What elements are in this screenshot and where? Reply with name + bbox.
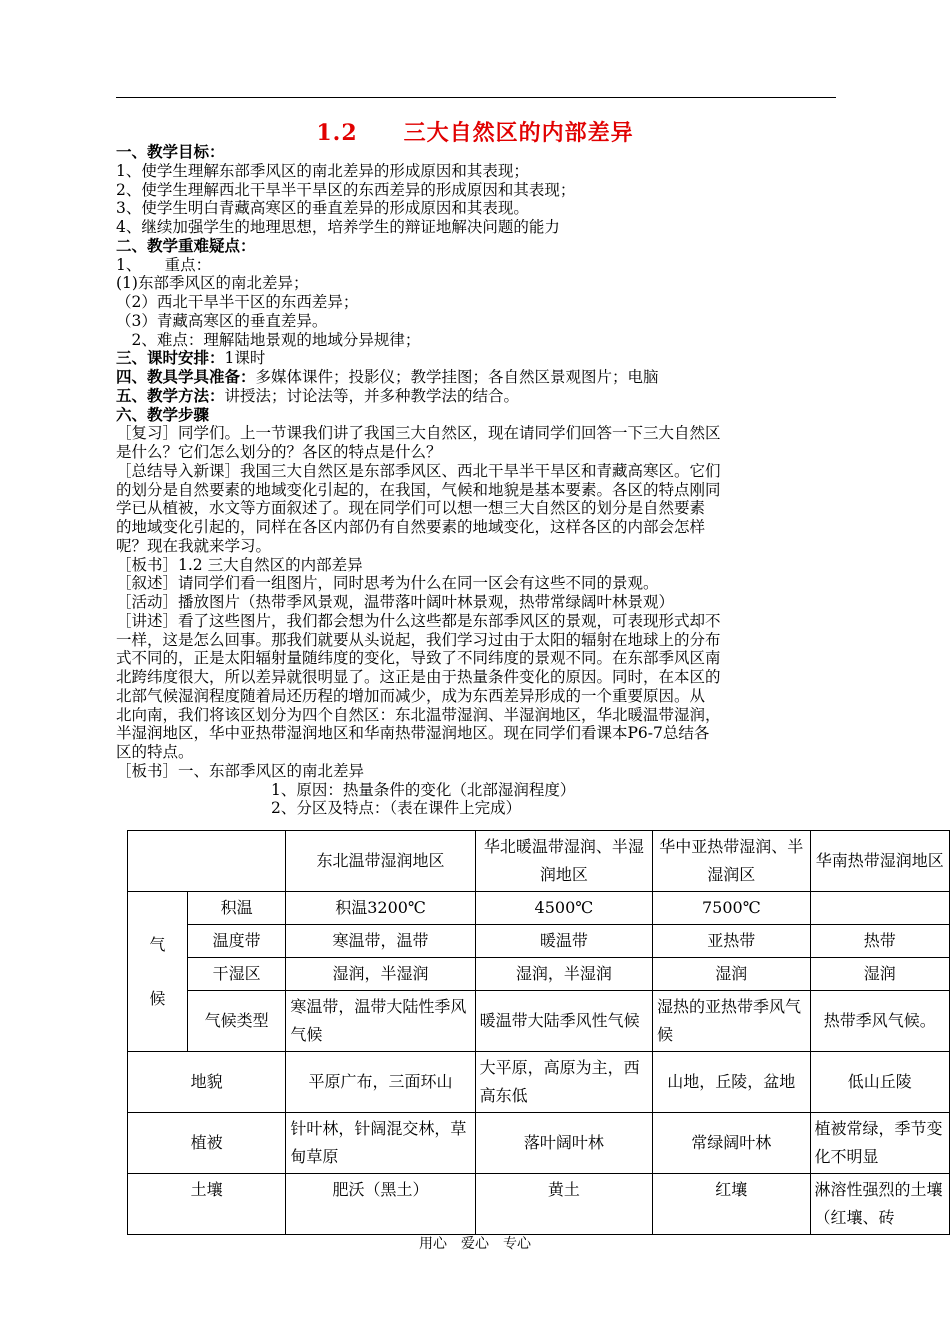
table-cell: 热带 xyxy=(810,925,949,958)
text-line xyxy=(116,706,840,725)
line-text: 是什么？它们怎么划分的？各区的特点是什么？ xyxy=(116,443,442,461)
text-line xyxy=(116,668,840,687)
text-line xyxy=(116,256,840,275)
table-cell: 山地，丘陵，盆地 xyxy=(653,1052,810,1113)
line-text: 2、使学生理解西北干旱半干旱区的东西差异的形成原因和其表现； xyxy=(116,180,576,199)
region-table xyxy=(127,830,950,1235)
column-header: 华中亚热带湿润、半湿润区 xyxy=(653,831,810,892)
table-cell: 湿润，半湿润 xyxy=(286,958,475,991)
line-text: 讲授法；讨论法等，并多种教学法的结合。 xyxy=(224,386,520,405)
text-line xyxy=(116,349,840,368)
line-text: （2）西北干旱半干区的东西差异； xyxy=(116,293,359,311)
page-title: 1.2 三大自然区的内部差异 xyxy=(316,120,634,146)
text-line xyxy=(116,799,840,818)
table-cell: 湿润 xyxy=(810,958,949,991)
section-heading: 四、教具学具准备： xyxy=(116,367,256,386)
text-line xyxy=(116,462,840,481)
table-cell: 积温3200℃ xyxy=(286,892,475,925)
line-text: 多媒体课件；投影仪；教学挂图；各自然区景观图片；电脑 xyxy=(255,368,659,386)
climate-label-char: 候 xyxy=(149,988,166,1008)
text-line xyxy=(116,518,840,537)
header-rule xyxy=(116,97,836,98)
section-heading: 三、课时安排： xyxy=(116,348,225,368)
row-label: 地貌 xyxy=(128,1052,286,1113)
table-cell: 肥沃（黑土） xyxy=(286,1174,475,1235)
text-line xyxy=(116,237,840,256)
column-header: 东北温带湿润地区 xyxy=(286,831,475,892)
line-text: 北向南，我们将该区划分为四个自然区：东北温带湿润、半湿润地区，华北暖温带湿润， xyxy=(116,705,721,724)
line-text: （3）青藏高寒区的垂直差异。 xyxy=(116,311,328,330)
text-line xyxy=(116,443,840,462)
table-cell: 热带季风气候。 xyxy=(810,991,949,1052)
text-line xyxy=(116,312,840,331)
line-text: 2、难点：理解陆地景观的地域分异规律； xyxy=(116,330,421,349)
table-cell: 黄土 xyxy=(475,1174,652,1235)
table-cell: 湿润，半湿润 xyxy=(475,958,652,991)
line-text: ［讲述］看了这些图片，我们都会想为什么这些都是东部季风区的景观，可表现形式却不 xyxy=(116,611,721,630)
table-cell: 7500℃ xyxy=(653,892,810,925)
text-line xyxy=(116,218,840,237)
table-cell: 寒温带，温带 xyxy=(286,925,475,958)
text-line xyxy=(116,293,840,312)
row-label: 土壤 xyxy=(128,1174,286,1235)
text-line xyxy=(116,181,840,200)
table-cell: 湿热的亚热带季风气候 xyxy=(653,991,810,1052)
table-cell: 针叶林，针阔混交林，草甸草原 xyxy=(286,1113,475,1174)
line-text: 北部气候湿润程度随着局还历程的增加而减少，成为东西差异形成的一个重要原因。从 xyxy=(116,686,706,705)
text-line xyxy=(116,162,840,181)
line-text: 半湿润地区，华中亚热带湿润地区和华南热带湿润地区。现在同学们看课本P6-7总结各 xyxy=(116,724,710,743)
line-text: 学已从植被，水文等方面叙述了。现在同学们可以想一想三大自然区的划分是自然要素 xyxy=(116,499,706,518)
column-header: 华南热带湿润地区 xyxy=(810,831,949,892)
section-heading: 五、教学方法： xyxy=(116,385,225,405)
table-cell: 4500℃ xyxy=(475,892,652,925)
text-line xyxy=(116,368,840,387)
table-cell: 暖温带大陆季风性气候 xyxy=(475,991,652,1052)
table-corner-cell xyxy=(128,831,286,892)
line-text: 1、使学生理解东部季风区的南北差异的形成原因和其表现； xyxy=(116,161,529,180)
column-header: 华北暖温带湿润、半湿润地区 xyxy=(475,831,652,892)
line-text: 的地域变化引起的，同样在各区内部仍有自然要素的地域变化，这样各区的内部会怎样 xyxy=(116,518,706,536)
text-line xyxy=(116,387,840,406)
line-text: 北跨纬度很大，所以差异就很明显了。这正是由于热量条件变化的原因。同时，在本区的 xyxy=(116,668,721,686)
table-cell: 寒温带，温带大陆性季风气候 xyxy=(286,991,475,1052)
text-line xyxy=(116,143,840,162)
table-header-row xyxy=(128,831,950,892)
text-line xyxy=(116,406,840,425)
text-line xyxy=(116,424,840,443)
page-footer: 用心 爱心 专心 xyxy=(419,1236,531,1252)
table-row xyxy=(128,1052,950,1113)
table-cell: 亚热带 xyxy=(653,925,810,958)
text-line xyxy=(116,687,840,706)
text-line xyxy=(116,649,840,668)
text-line xyxy=(116,481,840,500)
line-text: 4、继续加强学生的地理思想，培养学生的辩证地解决问题的能力 xyxy=(116,218,560,236)
text-line xyxy=(116,537,840,556)
section-heading: 二、教学重难疑点： xyxy=(116,235,256,255)
climate-group-label xyxy=(128,892,188,1052)
table-cell: 淋溶性强烈的土壤（红壤、砖 xyxy=(810,1174,949,1235)
text-line xyxy=(116,556,840,575)
table-cell: 常绿阔叶林 xyxy=(653,1113,810,1174)
text-line xyxy=(116,274,840,293)
row-label: 干湿区 xyxy=(187,958,286,991)
table-cell: 植被常绿，季节变化不明显 xyxy=(810,1113,949,1174)
text-line xyxy=(116,631,840,650)
line-text: ［板书］一、东部季风区的南北差异 xyxy=(116,761,365,780)
section-heading: 一、教学目标： xyxy=(116,142,225,161)
row-label: 植被 xyxy=(128,1113,286,1174)
line-text: 1、原因：热量条件的变化（北部湿润程度） xyxy=(116,780,576,799)
line-text: ［总结导入新课］我国三大自然区是东部季风区、西北干旱半干旱区和青藏高寒区。它们 xyxy=(116,461,721,480)
line-text: 式不同的，正是太阳辐射量随纬度的变化，导致了不同纬度的景观不同。在东部季风区南 xyxy=(116,649,721,668)
table-cell: 湿润 xyxy=(653,958,810,991)
section-heading: 六、教学步骤 xyxy=(116,404,210,424)
line-text: 1、 重点： xyxy=(116,255,212,274)
table-cell: 暖温带 xyxy=(475,925,652,958)
table-cell: 平原广布，三面环山 xyxy=(286,1052,475,1113)
table-row xyxy=(128,991,950,1052)
line-text: ［叙述］请同学们看一组图片，同时思考为什么在同一区会有这些不同的景观。 xyxy=(116,574,659,593)
line-text: 呢？现在我就来学习。 xyxy=(116,536,272,555)
table-cell: 低山丘陵 xyxy=(810,1052,949,1113)
table-cell: 落叶阔叶林 xyxy=(475,1113,652,1174)
row-label: 气候类型 xyxy=(187,991,286,1052)
table-cell xyxy=(810,892,949,925)
text-line xyxy=(116,574,840,593)
row-label: 温度带 xyxy=(187,925,286,958)
table-row xyxy=(128,958,950,991)
row-label: 积温 xyxy=(187,892,286,925)
line-text: 一样，这是怎么回事。那我们就要从头说起，我们学习过由于太阳的辐射在地球上的分布 xyxy=(116,630,721,649)
table-row xyxy=(128,892,950,925)
table-row xyxy=(128,925,950,958)
text-line xyxy=(116,199,840,218)
text-line xyxy=(116,593,840,612)
text-line xyxy=(116,781,840,800)
text-line xyxy=(116,331,840,350)
text-line xyxy=(116,762,840,781)
table-row xyxy=(128,1113,950,1174)
text-line xyxy=(116,499,840,518)
text-line xyxy=(116,743,840,762)
table-row xyxy=(128,1174,950,1235)
climate-label-char: 气 xyxy=(149,934,166,954)
line-text: 的划分是自然要素的地域变化引起的，在我国，气候和地貌是基本要素。各区的特点刚同 xyxy=(116,480,721,499)
line-text: ［复习］同学们。上一节课我们讲了我国三大自然区，现在请同学们回答一下三大自然区 xyxy=(116,424,721,443)
table-cell: 红壤 xyxy=(653,1174,810,1235)
line-text: ［活动］播放图片（热带季风景观，温带落叶阔叶林景观，热带常绿阔叶林景观） xyxy=(116,593,675,611)
line-text: (1)东部季风区的南北差异； xyxy=(116,274,309,293)
line-text: 2、分区及特点：（表在课件上完成） xyxy=(116,799,522,818)
line-text: ［板书］1.2 三大自然区的内部差异 xyxy=(116,555,363,574)
table-cell: 大平原，高原为主，西高东低 xyxy=(475,1052,652,1113)
text-line xyxy=(116,612,840,631)
text-line xyxy=(116,724,840,743)
line-text: 区的特点。 xyxy=(116,743,194,761)
line-text: 3、使学生明白青藏高寒区的垂直差异的形成原因和其表现。 xyxy=(116,199,529,218)
line-text: 1课时 xyxy=(224,349,266,368)
